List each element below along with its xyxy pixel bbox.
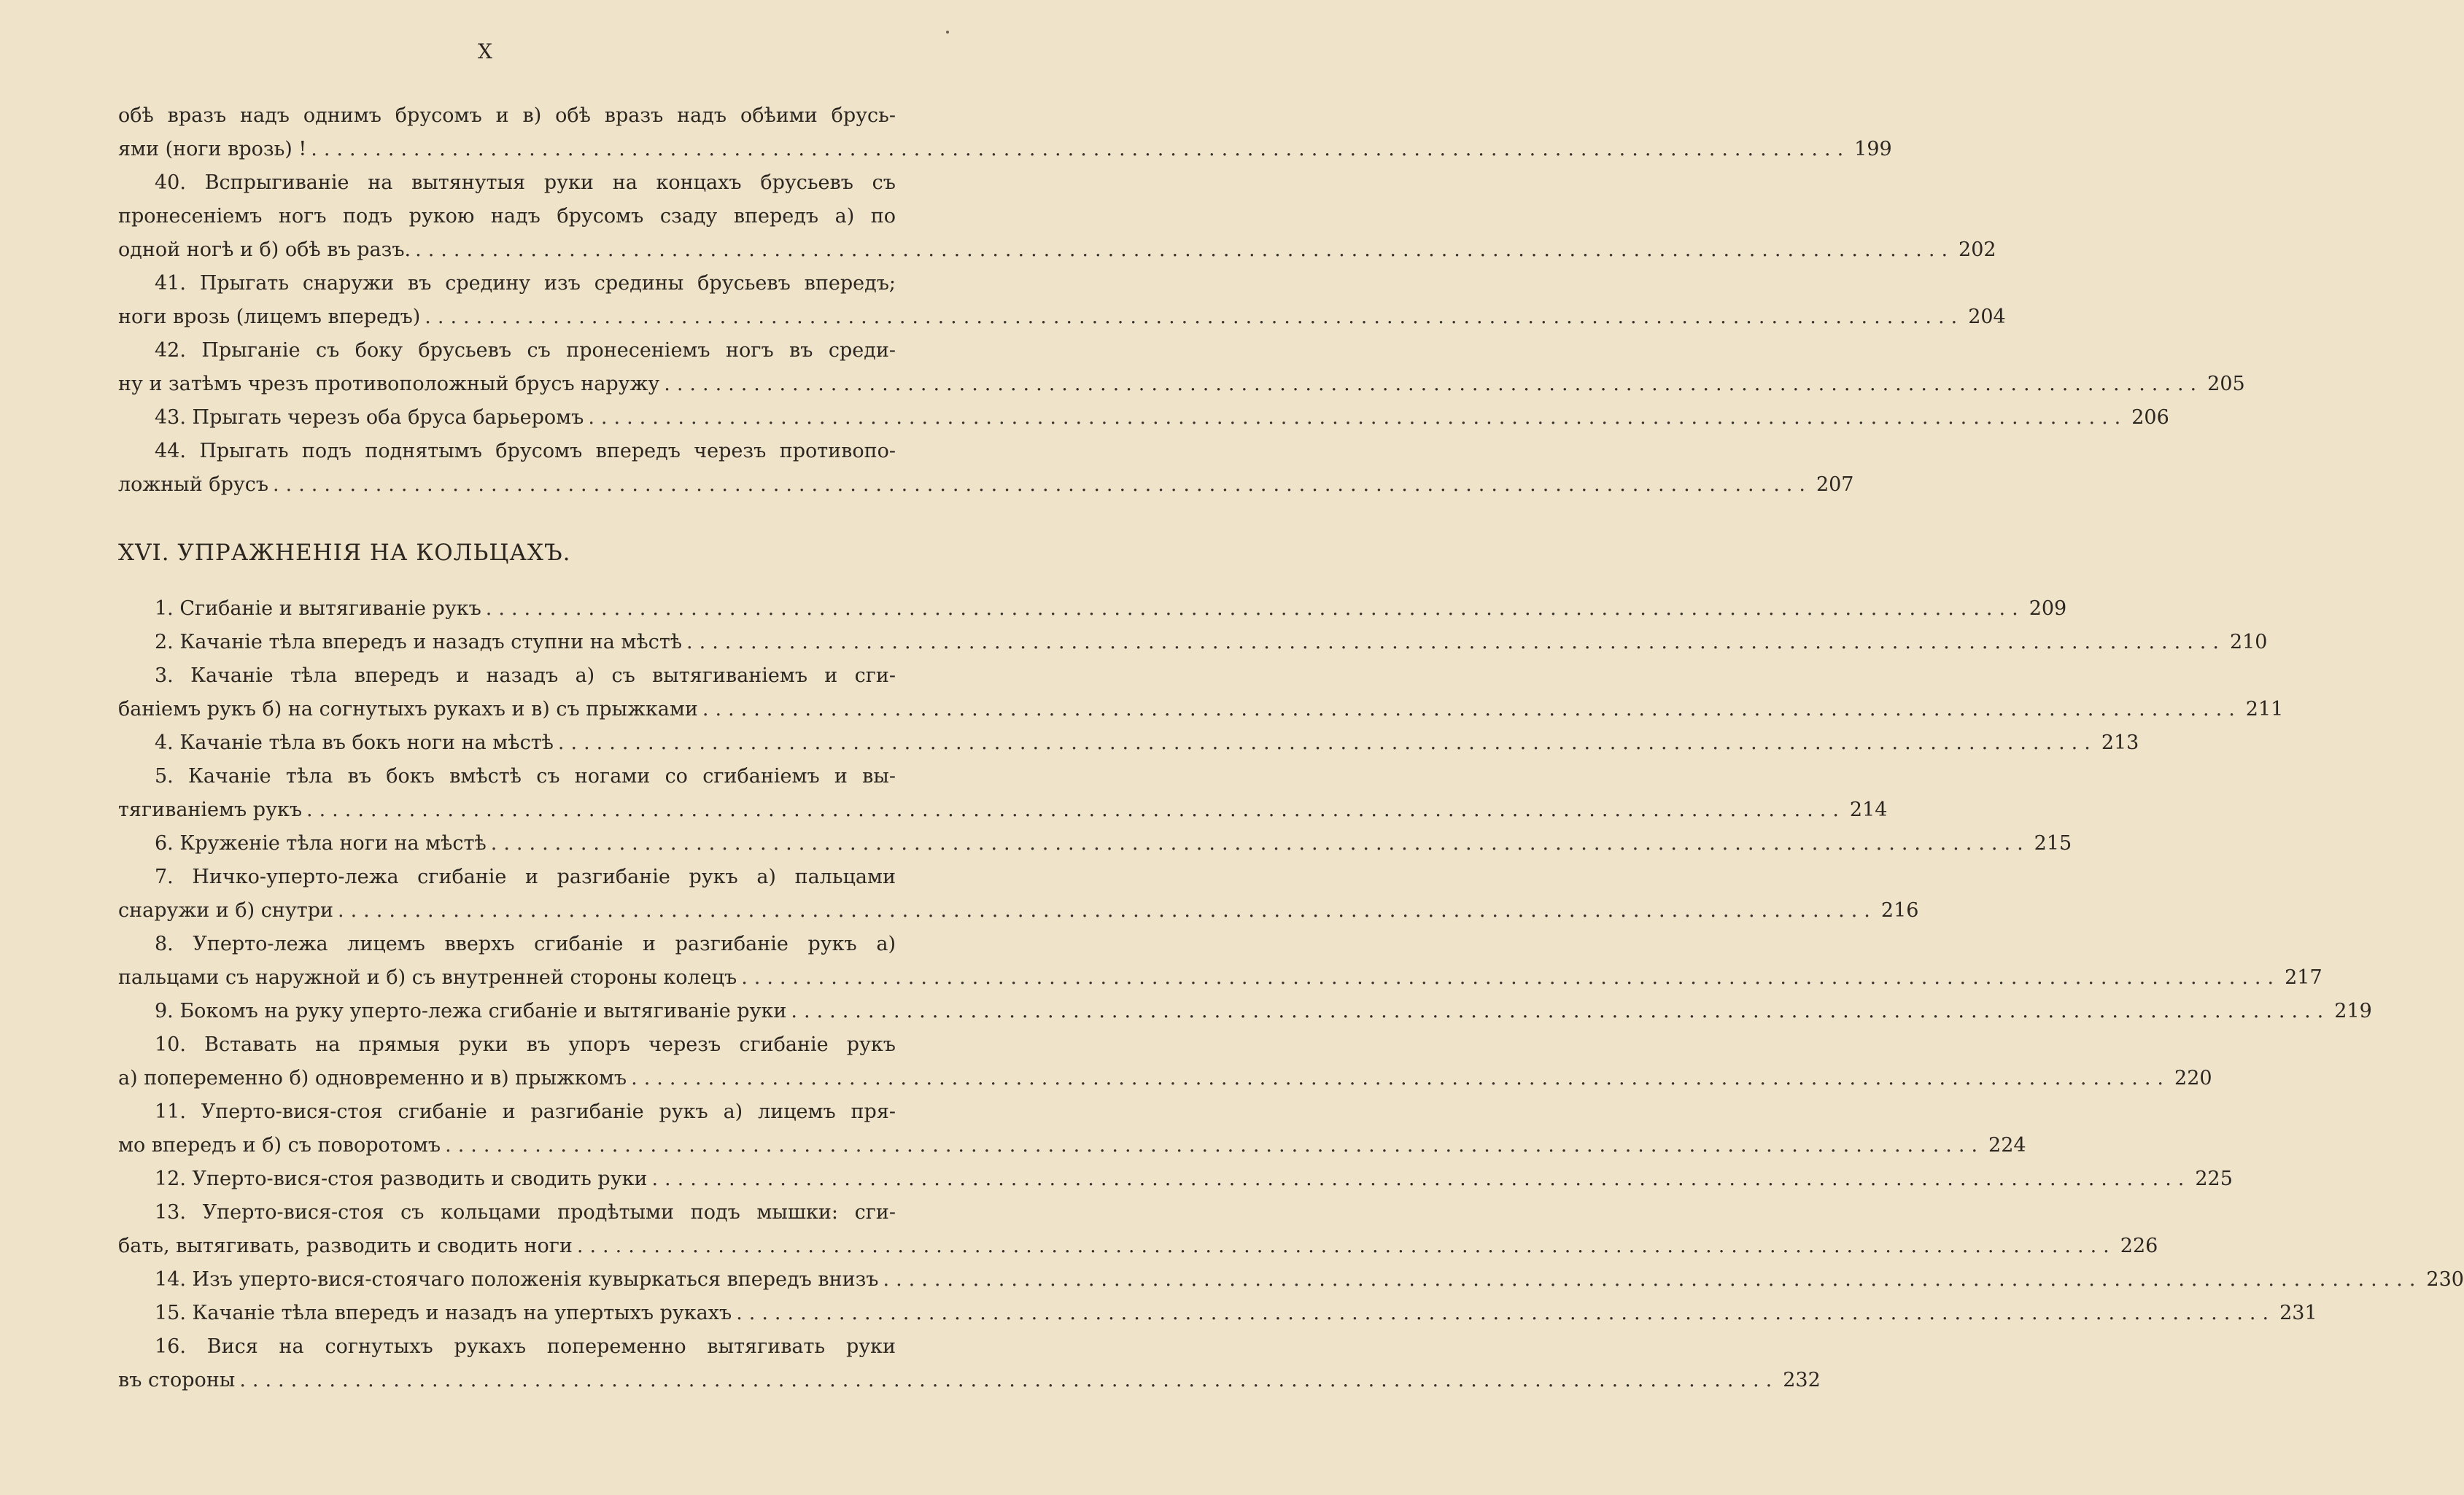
dot-leader: ........................................................................................................................ bbox=[273, 473, 1812, 496]
toc-entry-line bbox=[118, 368, 2245, 401]
toc-text-line bbox=[118, 435, 896, 468]
entry-text: 42. Прыганіе съ боку брусьевъ съ пронесеніемъ ногъ въ среди- bbox=[155, 339, 896, 362]
entry-text: 8. Уперто-лежа лицемъ вверхъ сгибаніе и разгибаніе рукъ а) bbox=[155, 933, 896, 955]
toc-entry-line bbox=[118, 827, 2072, 861]
entry-text: пальцами съ наружной и б) съ внутренней стороны колецъ bbox=[118, 966, 737, 989]
dot-leader: ........................................................................................................................ bbox=[337, 899, 1877, 922]
entry-text: 14. Изъ уперто-вися-стоячаго положенія кувыркаться впередъ внизъ bbox=[155, 1268, 879, 1291]
entry-text: 41. Прыгать снаружи въ средину изъ средины брусьевъ впередъ; bbox=[155, 272, 896, 295]
dot-leader: ........................................................................................................................ bbox=[651, 1168, 2191, 1190]
entry-text: 15. Качаніе тѣла впередъ и назадъ на упертыхъ рукахъ bbox=[155, 1302, 732, 1324]
dot-leader: ........................................................................................................................ bbox=[485, 597, 2025, 620]
toc-text-line bbox=[118, 760, 896, 793]
page-number: 232 bbox=[1783, 1369, 1821, 1391]
toc-text-line bbox=[118, 200, 896, 233]
entry-text: бать, вытягивать, разводить и сводить ноги bbox=[118, 1235, 573, 1257]
entry-text: 6. Круженіе тѣла ноги на мѣстѣ bbox=[155, 832, 487, 855]
toc-entry-line bbox=[118, 300, 2006, 334]
dot-leader: ........................................................................................................................ bbox=[239, 1369, 1779, 1391]
toc-entry-line bbox=[118, 894, 1919, 928]
entry-text: 12. Уперто-вися-стоя разводить и сводить руки bbox=[155, 1168, 648, 1190]
dot-leader: ........................................................................................................................ bbox=[702, 698, 2242, 721]
page-number: 215 bbox=[2034, 832, 2072, 855]
toc-text-line bbox=[118, 861, 896, 894]
page-number: 231 bbox=[2279, 1302, 2317, 1324]
toc-entry-line bbox=[118, 961, 2322, 995]
toc-block-parallel-bars bbox=[118, 99, 2245, 502]
entry-text: 7. Ничко-уперто-лежа сгибаніе и разгибаніе рукъ а) пальцами bbox=[155, 866, 896, 888]
toc-entry-line bbox=[118, 693, 2284, 726]
dot-leader: ........................................................................................................................ bbox=[664, 373, 2204, 395]
toc-text-line bbox=[118, 334, 896, 368]
toc-entry-line bbox=[118, 133, 1892, 166]
dot-leader: ........................................................................................................................ bbox=[791, 1000, 2331, 1022]
entry-text: въ стороны bbox=[118, 1369, 236, 1391]
entry-text: 9. Бокомъ на руку уперто-лежа сгибаніе и вытягиваніе руки bbox=[155, 1000, 787, 1022]
dot-leader: ........................................................................................................................ bbox=[741, 966, 2281, 989]
page-number: 219 bbox=[2334, 1000, 2372, 1022]
toc-text-line bbox=[118, 1330, 896, 1364]
dot-leader: ........................................................................................................................ bbox=[588, 406, 2128, 429]
dot-leader: ........................................................................................................................ bbox=[736, 1302, 2276, 1324]
toc-entry-line bbox=[118, 1263, 2464, 1297]
page-number: 225 bbox=[2195, 1168, 2233, 1190]
toc-text-line bbox=[118, 267, 896, 300]
page-number: 213 bbox=[2101, 731, 2139, 754]
entry-text: а) попеременно б) одновременно и в) прыжкомъ bbox=[118, 1067, 627, 1090]
section-heading: XVI. УПРАЖНЕНІЯ НА КОЛЬЦАХЪ. bbox=[118, 540, 571, 566]
dot-leader: ........................................................................................................................ bbox=[883, 1268, 2422, 1291]
dot-leader: ........................................................................................................................ bbox=[311, 138, 1851, 160]
toc-text-line bbox=[118, 1196, 896, 1230]
page-number: 216 bbox=[1880, 899, 1919, 922]
entry-text: 44. Прыгать подъ поднятымъ брусомъ впередъ черезъ противопо- bbox=[155, 440, 896, 462]
entry-text: пронесеніемъ ногъ подъ рукою надъ брусомъ сзаду впередъ а) по bbox=[118, 205, 896, 228]
entry-text: тягиваніемъ рукъ bbox=[118, 799, 303, 821]
entry-text: ноги врозь (лицемъ впередъ) bbox=[118, 306, 421, 328]
entry-text: одной ногѣ и б) обѣ въ разъ. bbox=[118, 238, 411, 261]
toc-entry-line bbox=[118, 401, 2169, 435]
toc-entry-line bbox=[118, 726, 2139, 760]
toc-entry-line bbox=[118, 793, 1888, 827]
entry-text: 13. Уперто-вися-стоя съ кольцами продѣтыми подъ мышки: сги- bbox=[155, 1201, 896, 1224]
entry-text: 43. Прыгать черезъ оба бруса барьеромъ bbox=[155, 406, 584, 429]
dot-leader: ........................................................................................................................ bbox=[306, 799, 1845, 821]
entry-text: 2. Качаніе тѣла впередъ и назадъ ступни на мѣстѣ bbox=[155, 631, 683, 653]
dot-leader: ........................................................................................................................ bbox=[576, 1235, 2116, 1257]
page-number: 210 bbox=[2229, 631, 2268, 653]
toc-entry-line bbox=[118, 1062, 2212, 1095]
toc-text-line bbox=[118, 659, 896, 693]
dot-leader: ........................................................................................................................ bbox=[425, 306, 1964, 328]
toc-block-rings bbox=[118, 592, 2464, 1397]
entry-text: мо впередъ и б) съ поворотомъ bbox=[118, 1134, 441, 1157]
entry-text: баніемъ рукъ б) на согнутыхъ рукахъ и в) съ прыжками bbox=[118, 698, 698, 721]
toc-text-line bbox=[118, 1095, 896, 1129]
entry-text: 3. Качаніе тѣла впередъ и назадъ а) съ вытягиваніемъ и сги- bbox=[155, 664, 896, 687]
page-number: 214 bbox=[1849, 799, 1888, 821]
page-number: 220 bbox=[2174, 1067, 2212, 1090]
entry-text: 40. Вспрыгиваніе на вытянутыя руки на концахъ брусьевъ съ bbox=[155, 171, 896, 194]
toc-entry-line bbox=[118, 592, 2067, 626]
entry-text: ну и затѣмъ чрезъ противоположный брусъ наружу bbox=[118, 373, 660, 395]
toc-text-line bbox=[118, 166, 896, 200]
entry-text: 16. Вися на согнутыхъ рукахъ попеременно вытягивать руки bbox=[155, 1335, 896, 1358]
entry-text: ями (ноги врозь) ! bbox=[118, 138, 307, 160]
dot-leader: ........................................................................................................................ bbox=[631, 1067, 2171, 1090]
page-number: 207 bbox=[1816, 473, 1854, 496]
toc-entry-line bbox=[118, 468, 1854, 502]
page-number: 217 bbox=[2285, 966, 2322, 989]
page-number: 226 bbox=[2120, 1235, 2158, 1257]
entry-text: 1. Сгибаніе и вытягиваніе рукъ bbox=[155, 597, 481, 620]
toc-entry-line bbox=[118, 1297, 2317, 1330]
toc-text-line bbox=[118, 99, 896, 133]
entry-text: обѣ вразъ надъ однимъ брусомъ и в) обѣ вразъ надъ обѣими брусь- bbox=[118, 104, 896, 127]
page-speck bbox=[946, 31, 949, 34]
toc-entry-line bbox=[118, 995, 2372, 1028]
dot-leader: ........................................................................................................................ bbox=[445, 1134, 1985, 1157]
toc-entry-line bbox=[118, 233, 1996, 267]
page-folio: X bbox=[478, 39, 493, 63]
page-number: 206 bbox=[2131, 406, 2169, 429]
dot-leader: ........................................................................................................................ bbox=[557, 731, 2097, 754]
entry-text: 5. Качаніе тѣла въ бокъ вмѣстѣ съ ногами со сгибаніемъ и вы- bbox=[155, 765, 896, 788]
entry-text: снаружи и б) снутри bbox=[118, 899, 333, 922]
dot-leader: ........................................................................................................................ bbox=[686, 631, 2225, 653]
toc-entry-line bbox=[118, 1162, 2233, 1196]
toc-entry-line bbox=[118, 1230, 2158, 1263]
page-number: 230 bbox=[2426, 1268, 2464, 1291]
page-number: 204 bbox=[1968, 306, 2006, 328]
toc-text-line bbox=[118, 928, 896, 961]
dot-leader: ........................................................................................................................ bbox=[490, 832, 2030, 855]
entry-text: 4. Качаніе тѣла въ бокъ ноги на мѣстѣ bbox=[155, 731, 554, 754]
page-number: 209 bbox=[2029, 597, 2067, 620]
page-number: 211 bbox=[2245, 698, 2284, 721]
toc-entry-line bbox=[118, 626, 2268, 659]
dot-leader: ........................................................................................................................ bbox=[415, 238, 1955, 261]
page-number: 199 bbox=[1854, 138, 1892, 160]
page-number: 205 bbox=[2207, 373, 2245, 395]
entry-text: 11. Уперто-вися-стоя сгибаніе и разгибаніе рукъ а) лицемъ пря- bbox=[155, 1100, 896, 1123]
entry-text: ложный брусъ bbox=[118, 473, 269, 496]
toc-entry-line bbox=[118, 1364, 1821, 1397]
entry-text: 10. Вставать на прямыя руки въ упоръ черезъ сгибаніе рукъ bbox=[155, 1033, 896, 1056]
page-number: 202 bbox=[1959, 238, 1996, 261]
toc-text-line bbox=[118, 1028, 896, 1062]
toc-entry-line bbox=[118, 1129, 2026, 1162]
page-number: 224 bbox=[1988, 1134, 2026, 1157]
